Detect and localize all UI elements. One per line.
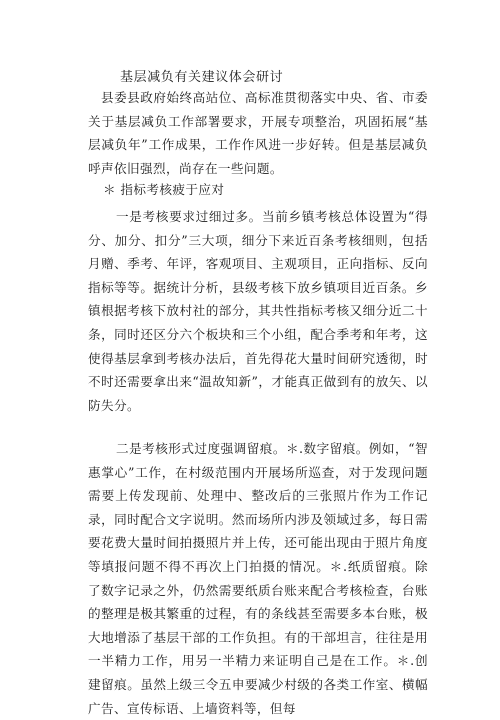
paragraph-intro: 县委县政府始终高站位、高标准贯彻落实中央、省、市委关于基层减负工作部署要求，开展专项整治，巩固拓展“基层减负年”工作成果，工作作风进一步好转。但是基层减负呼声依旧强烈，尚存在一些问题。 [88,90,428,176]
section-heading: ＊ 指标考核疲于应对 [103,182,225,197]
paragraph-assessment-requirements: 一是考核要求过细过多。当前乡镇考核总体设置为“得分、加分、扣分”三大项，细分下来近百条考核细则，包括月赠、季考、年评，客观项目、主观项目，正向指标、反向指标等等。据统计分析，县级考核下放乡镇项目近百条。乡镇根据考核下放村社的部分，其共性指标考核又细分近二十条，同时还区分六个板块和三个小组，配合季考和年考，这使得基层拿到考核办法后，首先得花大量时间研究透彻，时不时还需要拿出来“温故知新”，才能真正做到有的放矢、以防失分。 [88,209,428,413]
document-title: 基层减负有关建议体会研讨 [120,70,284,85]
paragraph-assessment-traces: 二是考核形式过度强调留痕。＊.数字留痕。例如，“智惠掌心”工作，在村级范围内开展场所巡查，对于发现问题需要上传发现前、处理中、整改后的三张照片作为工作记录，同时配合文字说明。然而场所内涉及领域过多，每日需要花费大量时间拍摄照片并上传，还可能出现由于照片角度等填报问题不得不再次上门拍摄的情况。＊.纸质留痕。除了数字记录之外，仍然需要纸质台账来配合考核检查，台账的整理是极其繁重的过程，有的条线甚至需要多本台账，极大地增添了基层干部的工作负担。有的干部坦言，往往是用一半精力工作，用另一半精力来证明自己是在工作。＊.创建留痕。虽然上级三令五申要减少村级的各类工作室、横幅广告、宣传标语、上墙资料等，但每 [88,441,428,716]
